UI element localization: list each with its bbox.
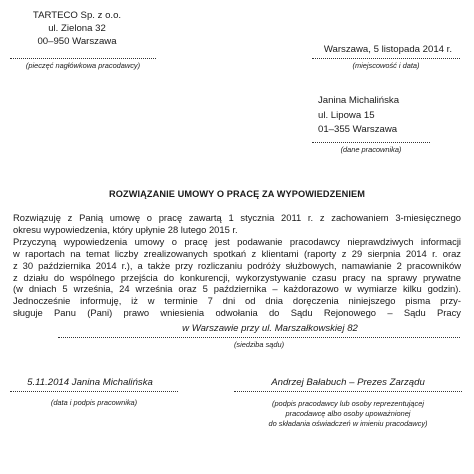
company-stamp-line (10, 58, 156, 59)
employer-caption-line: (podpis pracodawcy lub osoby reprezentującej (271, 399, 424, 408)
body-line: sługuje Panu (Pani) prawo wniesienia odwołania do Sądu Rejonowego – Sądu Pracy (13, 307, 461, 319)
document-body (13, 212, 461, 319)
employer-signature-line (234, 391, 462, 392)
body-line: w raportach na temat liczby zrealizowanych spotkań z klientami (raporty z 29 sierpnia 2014 r. oraz (13, 247, 461, 259)
employee-signature-caption: (data i podpis pracownika) (50, 398, 138, 407)
document-title: ROZWIĄZANIE UMOWY O PRACĘ ZA WYPOWIEDZENIEM (109, 189, 365, 199)
company-name: TARTECO Sp. z o.o. (32, 10, 122, 21)
employee-block (318, 94, 468, 138)
body-line: Przyczyną wypowiedzenia umowy o pracę jest podawanie pracodawcy nieprawdziwych informacji (13, 235, 461, 247)
employer-caption-line: pracodawcę albo osoby upoważnionej (285, 409, 411, 418)
court-address: w Warszawie przy ul. Marszałkowskiej 82 (182, 323, 358, 334)
employee-signature-line (10, 391, 178, 392)
place-date-line (312, 58, 460, 59)
body-line: (w dniach 5 września, 24 września oraz 5 października – każdorazowo w wymiarze kilku godzin). (13, 283, 461, 295)
court-caption: (siedziba sądu) (233, 340, 285, 349)
employee-street: ul. Lipowa 15 (318, 109, 375, 121)
employee-signature: 5.11.2014 Janina Michalińska (27, 377, 153, 388)
body-line: Jednocześnie informuję, iż w terminie 7 dni od dnia doręczenia niniejszego pisma przy- (13, 295, 461, 307)
employee-line (312, 142, 430, 143)
company-stamp (20, 9, 134, 48)
employee-city: 01–355 Warszawa (318, 124, 398, 135)
body-line: z 30 października 2014 r.), a także przy rozliczaniu podróży służbowych, namawianie 2 pracowników (13, 259, 461, 271)
company-street: ul. Zielona 32 (48, 23, 106, 34)
place-date-caption: (miejscowość i data) (352, 61, 420, 70)
body-line: okresu wypowiedzenia, który upłynie 28 lutego 2015 r. (13, 223, 238, 235)
company-stamp-caption: (pieczęć nagłówkowa pracodawcy) (25, 61, 141, 70)
body-line: Rozwiązuję z Panią umowę o pracę zawartą 1 stycznia 2011 r. z zachowaniem 3-miesięcznego (13, 212, 461, 223)
court-line (58, 337, 460, 338)
employer-signature: Andrzej Bałabuch – Prezes Zarządu (271, 377, 425, 388)
employer-caption-line: do składania oświadczeń w imieniu pracodawcy) (268, 419, 428, 428)
body-line: z działu do wspólnego przejścia do konkurencji, wykorzystywanie czasu pracy na sprawy prywatne (13, 271, 461, 283)
place-date: Warszawa, 5 listopada 2014 r. (323, 44, 452, 55)
employee-name: Janina Michalińska (318, 95, 400, 106)
employee-caption: (dane pracownika) (340, 145, 402, 154)
company-city: 00–950 Warszawa (37, 36, 117, 47)
employer-signature-caption (234, 399, 462, 429)
